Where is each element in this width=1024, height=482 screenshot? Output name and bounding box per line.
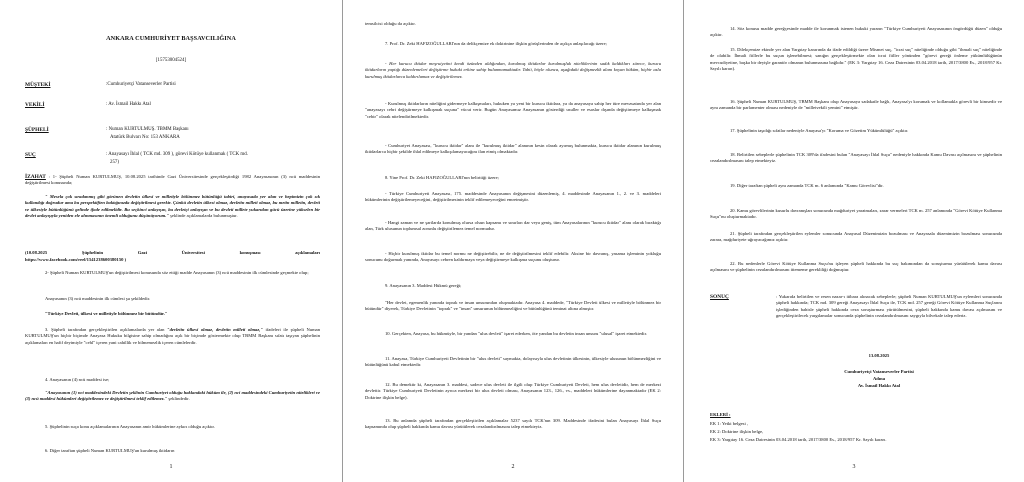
izahat-source-word-2: Gazi — [137, 250, 147, 255]
p3-para-7: 20. Kamu görevlilerinin kusurlu davranışları sonucunda mağduriyet yaratmaları, zarar vermeleri TCK m. 257 anlamında "Görevi Kötüye Kullanma Suçu"nu oluşturmaktadır. — [710, 208, 1002, 220]
signature-adina: Adına — [872, 376, 885, 381]
p2-para-10: "Her devlet, egemenlik yanında toprak ve insan unsurundan oluşmaktadır. Anayasa 4. maddede, "Türkiye Devleti ülkesi ve milletiyle bölünmez bir bütündür" diyerek, Türkiye Devletinin "toprak" ve "insan" unsurunun bölünmezliğini ve bütünlüğünü teminat altına almıştır. — [365, 300, 661, 312]
izahat-source-line — [25, 250, 320, 256]
supheli-label: ŞÜPHELİ — [25, 127, 49, 133]
page-2 — [343, 0, 683, 482]
p2-para-14: 13. Bu anlamda şüpheli tarafından gerçekleştirilen açıklamalar 5237 sayılı TCK'nın 309. Maddesinde ifadesini bulan Anayasayı İhlal Suçu kapsamında olup şüpheli hakkında kamu davası yürütülerek cezalandırılmasını talep etmekteyiz. — [365, 418, 661, 430]
ekler-label: EKLERİ : — [710, 412, 731, 417]
sonuc-label: SONUÇ — [710, 294, 729, 300]
article-4-quote-tail: şeklindedir. — [167, 396, 190, 402]
p2-para-7: - Hangi zaman ve ne şartlarda konulmuş olursa olsun kapsamı ve sınırları dar veya geniş, tüm Anayasalarının "kurucu iktidar" alanı olarak bıraktığı alan, Türk ulusunun toplumsal zorunlu değiştirilemez temel normudur. — [365, 220, 661, 232]
izahat-source-word-1: Şüphelinin — [81, 250, 104, 255]
izahat-date: (10.08.2025 — [25, 250, 48, 255]
izahat-quote-tail: şeklinde açıklamalarda bulunmuştur. — [170, 213, 238, 219]
paragraph-4-end: ifadeleri ile şüpheli Numan KURTULMUŞ'un hiçbir biçimde Anayasa Hukuku bilgisine sahip olmadığını açık bir biçimde göstermekte olup TBMM Başkanı sıfatı taşıyan şüphelinin açıklamaları en hafif deyimiyle "cehl" içeren yani cahillik ve bilmemezlik içeren cümlelerdir. — [25, 327, 321, 345]
vekili-label: VEKİLİ — [25, 102, 45, 108]
izahat-source-word-4: konuşması — [239, 250, 261, 255]
izahat-source-url[interactable]: https://www.facebook.com/reel/1541238600380150 ) — [25, 257, 127, 262]
paragraph-5: 4. Anayasanın (4) ncü maddesi ise; — [45, 377, 110, 382]
paragraph-6: 5. Şüphelinin suça konu açıklamalarının Anayasanın amir hükümlerine aykırı olduğu açıktır. — [45, 424, 215, 429]
vekili-value: : Av. İsmail Hakkı Atal — [106, 102, 151, 107]
page-number-2: 2 — [511, 464, 515, 470]
p3-para-9: 22. Bu nedenlerle Görevi Kötüye Kullanma Suçu'nu işleyen şüpheli hakkında bu suç bakımından da soruşturma yürütülerek kamu davası açılmasını ve şüphelinin cezalandırılmasını ittememe gerekliliği doğmuştur. — [710, 261, 1002, 273]
p3-para-1: 14. Söz konusu madde gereğçesinde madde ile korunmak istenen hukuki yararın "Türkiye Cumhuriyeti Anayasasının öngördüğü düzen" olduğu açıktır. — [710, 26, 1002, 38]
paragraph-4-quote: "devletin ülkesi olmaz, devletin milleti olmaz," — [167, 327, 263, 332]
sonuc-text: : Yukarıda belirtilen ve resen nazar-ı itibara alınacak sebeplerle; şüpheli Numan KURTULMUŞ'un eylemleri sonucunda şüpheli hakkında; TCK md. 309 gereği Anayasayı İhlal Suçu ile, TCK md. 257 gereği Görevi Kötüye Kullanma Suçlarını işlediğinden bahisle şüpheli hakkında ceza soruşturması yürütülmesini, şüpheli hakkında kamu davası açılmasını ve gerçekleştirilecek yargılamalar sonucunda şüphelinin cezalandırılmasını saygıyla bilvekale talep ederiz. — [776, 294, 1002, 319]
petition-title: ANKARA CUMHURİYET BAŞSAVCILIĞINA — [106, 35, 236, 42]
paragraph-3: Anayasanın (3) ncü maddesinin ilk cümlesi şu şekildedir. — [45, 296, 151, 301]
izahat-paragraph — [25, 174, 320, 187]
p2-para-8: - Hiçbir kurulmuş iktidar bu temel normu ne değiştirebilir, ne de değiştirilmesini teklif edebilir. Aksine bir davranış, yasama işleminin yokluğu sonucunu doğurmak yanında, Anayasayı cebren kaldırmaya veya değiştirmeye kalkışma suçunu oluşturur. — [365, 251, 661, 263]
paragraph-4-start: 3. Şüpheli tarafından gerçekleştirilen açıklamalarda yer alan — [45, 327, 168, 332]
signature-lawyer: Av. İsmail Hakkı Atal — [857, 383, 901, 388]
p3-para-5: 18. Belirtilen sebeplerle şüphelinin TCK 309'da ifadesini bulan "Anayasayı İhlal Suçu" nedeniyle hakkında Kamu Davası açılmasını ve şüphelinin cezalandırılmasını talep etmekteyiz. — [710, 152, 1002, 164]
supheli-value-line1: : Numan KURTULMUŞ. TBMM Başkanı — [106, 127, 189, 132]
izahat-source-word-3: Üniversitesi — [181, 250, 205, 255]
p3-para-6: 19. Diğer taraftan şüpheli aynı zamanda TCK m. 6 anlamında "Kamu Görevlisi"dir. — [730, 183, 884, 188]
page-number-1: 1 — [169, 464, 173, 470]
musteki-value: :Cumhuriyetçi Vatanseverler Partisi — [106, 82, 176, 87]
suc-label: SUÇ — [25, 152, 36, 158]
page-3 — [684, 0, 1024, 482]
paragraph-2: 2- Şüpheli Numan KURTULMUŞ'un değiştirilmesi konusunda söz ettiği madde Anayasanın (3) ncü maddesinin ilk cümlesinde geçmekte olup; — [45, 270, 309, 275]
p2-para-13: 12. Bu demektir ki, Anayasanın 3. maddesi, sadece ulus devleti ile ilgili olup Türkiye Cumhuriyeti Devleti, hem ulus devletidir, hem de merkezi devlettir. Türkiye Cumhuriyeti Devletinin ayrıca merkezi bir ulus devleti olması, Anayasanın 123., 126., vs., maddeleri hükümlerine dayanmaktadır (EK 2: Doktrine ilişkin belge). — [365, 382, 661, 400]
ek-3: EK 3: Yargıtay 16. Ceza Dairesinin 03.04.2018 tarih, 2017/3800 Es., 2018/957 Kr. Sayılı kararı. — [710, 437, 887, 442]
p2-doctrine-quote: - Her kurucu iktidar meşruiyetini kendi özünden aldığından, kurulmuş iktidarlar kurulmuşluk niteliklerinin sadık kaldıkları sürece, kurucu iktidarların yaptığı düzenlemeleri değiştirme hukuki erkine sahip bulunmamaktadır. Tabii, böyle olunca, aşağıdaki değişmezlik alanı koyan hüküm, hiçbir asla kurulmuş iktidarlarca kaldırılamaz ve değiştirilemez. — [365, 61, 661, 79]
p2-para-6: - Türkiye Cumhuriyeti Anayasası, 175. maddesinde Anayasanın değişmesini düzenlemiş, 4. maddesinde Anayasanın 1., 2. ve 3. maddeleri hükümlerinin değiştirilemeyeceğini, değiştirilmesinin teklif edilemeyeceğini emretmiştir. — [365, 191, 661, 203]
signature-date: 13.08.2025 — [868, 353, 890, 358]
p3-para-2: 15. Dilekçemize ekinde yer alan Yargıtay kararında da ifade edildiği üzere Mismet suç, "icrai suç" niteliğinde olduğu gibi "ihmali suç" niteliğinde de olabilir. İhmali fiillerle bu suçun işlenebilmesi; sanığın gerçekleştirmekte olan icrai fiiller yönünden "görevi gereği önleme yükümlülüğünün mevcudiyetine, başka bir deyişle garantör olmanın bulunmasına bağlıdır." (EK 3: Yargıtay 16. Ceza Dairesinin 03.04.2018 tarih, 2017/3800 Es., 2018/957 Kr. Sayılı kararı). — [710, 47, 1002, 72]
p2-para-5: 8. Yine Prof. Dr. Zeki HAFIZOĞULLARI'nın belirttiği üzere; — [385, 175, 499, 180]
musteki-label: MÜŞTEKİ — [25, 82, 51, 88]
supheli-value-line2: Atatürk Bulvarı No: 153 ANKARA — [110, 135, 180, 140]
paragraph-4 — [25, 327, 320, 346]
ek-1: EK 1: Yetki belgesi , — [710, 421, 749, 426]
suc-value-line1: : Anayasayı İhlal ( TCK md. 309 ), görevi Kötüye kullanmak ( TCK md. — [106, 152, 248, 157]
p2-para-1: temsilcisi olduğu da açıktır. — [365, 21, 416, 26]
p2-para-12: 11. Anayasa, Türkiye Cumhuriyeti Devletinin bir "ulus devleti" saymakta, dolayısıyla ulus devletinin ülkesinin, ülkesiyle ulusunun bölünmezliğini ve bütünlüğünü kabul etmektedir. — [365, 356, 661, 368]
izahat-quote-block — [25, 194, 320, 220]
suc-value-line2: 257) — [110, 160, 119, 165]
article-4-quote: "Anayasanın (1) nci maddesindeki Devletin şeklinin Cumhuriyet olduğu hakkındaki hüküm ile, (2) nci maddesindeki Cumhuriyetin nitelikleri ve (3) ncü maddesi hükümleri değiştirilemez ve değiştirilmesi teklif edilemez." — [25, 390, 320, 402]
article-4-quote-block — [25, 390, 320, 403]
paragraph-7: 6. Diğer taraftan şüpheli Numan KURTULMUŞ'un kurulmuş iktidarın — [45, 448, 175, 453]
ek-2: EK 2: Doktrine ilişkin belge, — [710, 429, 764, 434]
signature-party: Cumhuriyetçi Vatanseverler Partisi — [844, 369, 914, 374]
izahat-intro: : 1- Şüpheli Numan KURTULMUŞ, 10.08.2025 tarihinde Gazi Üniversitesinde gerçekleştirdiği 1982 Anayasasının (3) ncü maddesinin değiştirilmesi konusunda; — [25, 174, 320, 186]
p2-para-3: - Kurulmuş iktidarların niteliğini gidermeye kalkışmaları, hukuken ya yeni bir kurucu iktidara, ya da anayasaya sahip her türe mevzuatında yer alan "anayasayı cebri değiştirmeye kalkışmak suçuna" vücut verir. Bugün Anayasamız Anayasanın gösterdiği usuller ve esaslar dışında değiştirmeye kalkışmak "cebir" olarak nitelendirilmektedir. — [365, 101, 661, 119]
article-3-quote: "Türkiye Devleti, ülkesi ve milletiyle bölünmez bir bütündür." — [45, 311, 168, 316]
p2-para-9: 9. Anayasanın 3. Maddesi Hükmü gereği; — [385, 283, 462, 288]
p3-para-4: 17. Şüphelinin taşıdığı sıfatlar nedeniyle Anayasa'yı "Koruma ve Gözetim Yükümlülüğü" açıktır. — [730, 128, 909, 133]
p3-para-3: 16. Şüpheli Numan KURTULMUŞ, TBMM Başkanı olup Anayasaya sadakatle bağlı, Anayasa'yı korumak ve kollamakla görevli bir kimsedir ve aynı zamanda bir parlamenter olması nedeniyle de "milletvekili yemini" etmiştir. — [710, 99, 1002, 111]
case-number: [15753004524] — [155, 58, 187, 63]
izahat-label: İZAHAT — [25, 174, 46, 180]
izahat-quote: " Mesela çok sıradanmış gibi görünen devletin ülkesi ve milletiyle bölünmez bütünlüğü tabiri, anayasada yer alan ve hepimizin çok sık kullandığı doğrudur ama bu perspektiften baktığınızda değiştirilmesi gerekir. Çünkü devletin ülkesi olmaz, devletin milleti olmaz, bu metin milletin, devleti ve ülkesiyle bütünlüğünü gelinde ifade edilmelidir. Bu seçkinci anlayışın, bu devletçi anlayışın ve bu devleti millete yukarıdan gücü üzerine yükselen bir devlet anlayışıyla yeniden ele alınmasının önemli olduğunu düşünüyorum." — [25, 194, 320, 219]
p3-para-8: 21. Şüpheli tarafından gerçekleştirilen eylemler sonucunda Anayasal Düzenimizin bozulması ve Anayasala düzenimizin bozulması sonucunda zarara, mağduriyete uğrayacağımız açıktır. — [710, 231, 1002, 243]
p2-para-2: 7. Prof. Dr. Zeki HAFIZOĞULLARI'nın da delikçemize ek doktrinine ilişkin görüşlerinden de açıkça anlaşılacağı üzere; — [385, 41, 607, 46]
p2-para-4: - Cumhuriyet Anayasası, "kurucu iktidar" alanı ile "kurulmuş iktidar" alanının kesin olarak ayırmış bulunmakta, kurucu iktidar alanının kurulmuş iktidarlarca hiçbir şekilde ihlal edilmeye kalkışılamayacağını ilan etmiş olmaktadır. — [365, 143, 661, 155]
izahat-source-word-5: açıklamaları — [295, 250, 320, 255]
page-number-3: 3 — [852, 464, 856, 470]
page-1 — [0, 0, 342, 482]
p2-para-11: 10. Gerçekten, Anayasa, bu hükmüyle, bir yandan "ulus devleti" işaret ederken, öte yandan bu devletin insan unsuru "ulusal" işaret etmektedir. — [385, 331, 647, 336]
